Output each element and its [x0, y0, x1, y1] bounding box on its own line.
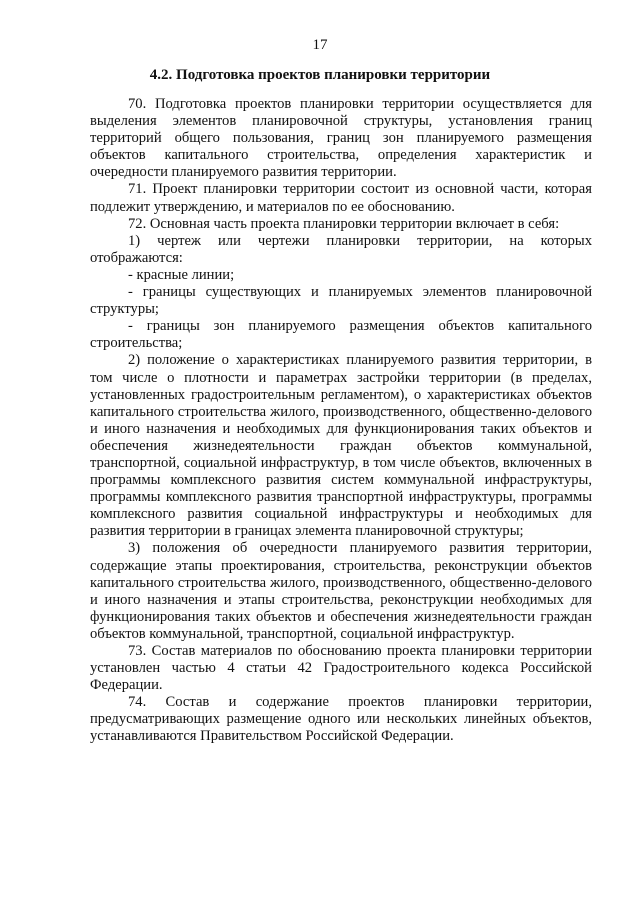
- list-item-development-characteristics: 2) положение о характеристиках планируемого развития территории, в том числе о плотности и параметрах застройки территории (в пределах, установленных градостроительным регламентом), о характеристиках объектов капитального строительства жилого, производственного, общественно-делового и иного назначения и необходимых для функционирования таких объектов и обеспечения жизнедеятельности граждан объектов коммунальной, транспортной, социальной инфраструктур, в том числе объектов, включенных в программы комплексного развития систем коммунальной инфраструктуры, программы комплексного развития транспортной инфраструктуры, программы комплексного развития социальной инфраструктуры и необходимых для развития территории в границах элемента планировочной структуры;: [90, 352, 592, 540]
- paragraph-73: 73. Состав материалов по обоснованию проекта планировки территории установлен частью 4 статьи 42 Градостроительного кодекса Российской Федерации.: [90, 643, 592, 694]
- document-body: [90, 96, 592, 746]
- paragraph-72: 72. Основная часть проекта планировки территории включает в себя:: [128, 215, 560, 232]
- section-heading: 4.2. Подготовка проектов планировки территории: [149, 67, 491, 83]
- list-item-structure-boundaries: - границы существующих и планируемых элементов планировочной структуры;: [90, 284, 592, 318]
- paragraph-71: 71. Проект планировки территории состоит из основной части, которая подлежит утверждению, и материалов по ее обоснованию.: [90, 181, 592, 215]
- paragraph-74: 74. Состав и содержание проектов планировки территории, предусматривающих размещение одного или нескольких линейных объектов, устанавливаются Правительством Российской Федерации.: [90, 694, 592, 745]
- list-item-development-stages: 3) положения об очередности планируемого развития территории, содержащие этапы проектирования, строительства, реконструкции объектов капитального строительства жилого, производственного, общественно-делового и иного назначения и этапы строительства, реконструкции необходимых для функционирования таких объектов и обеспечения жизнедеятельности граждан объектов коммунальной, транспортной, социальной инфраструктур.: [90, 540, 592, 642]
- list-item-red-lines: - красные линии;: [128, 266, 235, 283]
- page-number: 17: [312, 37, 328, 53]
- list-item-drawings: 1) чертеж или чертежи планировки территории, на которых отображаются:: [90, 232, 592, 266]
- list-item-zone-boundaries: - границы зон планируемого размещения объектов капитального строительства;: [90, 318, 592, 352]
- paragraph-70: 70. Подготовка проектов планировки территории осуществляется для выделения элементов планировочной структуры, установления границ территорий общего пользования, границ зон планируемого размещения объектов капитального строительства, определения характеристик и очередности планируемого развития территории.: [90, 96, 592, 181]
